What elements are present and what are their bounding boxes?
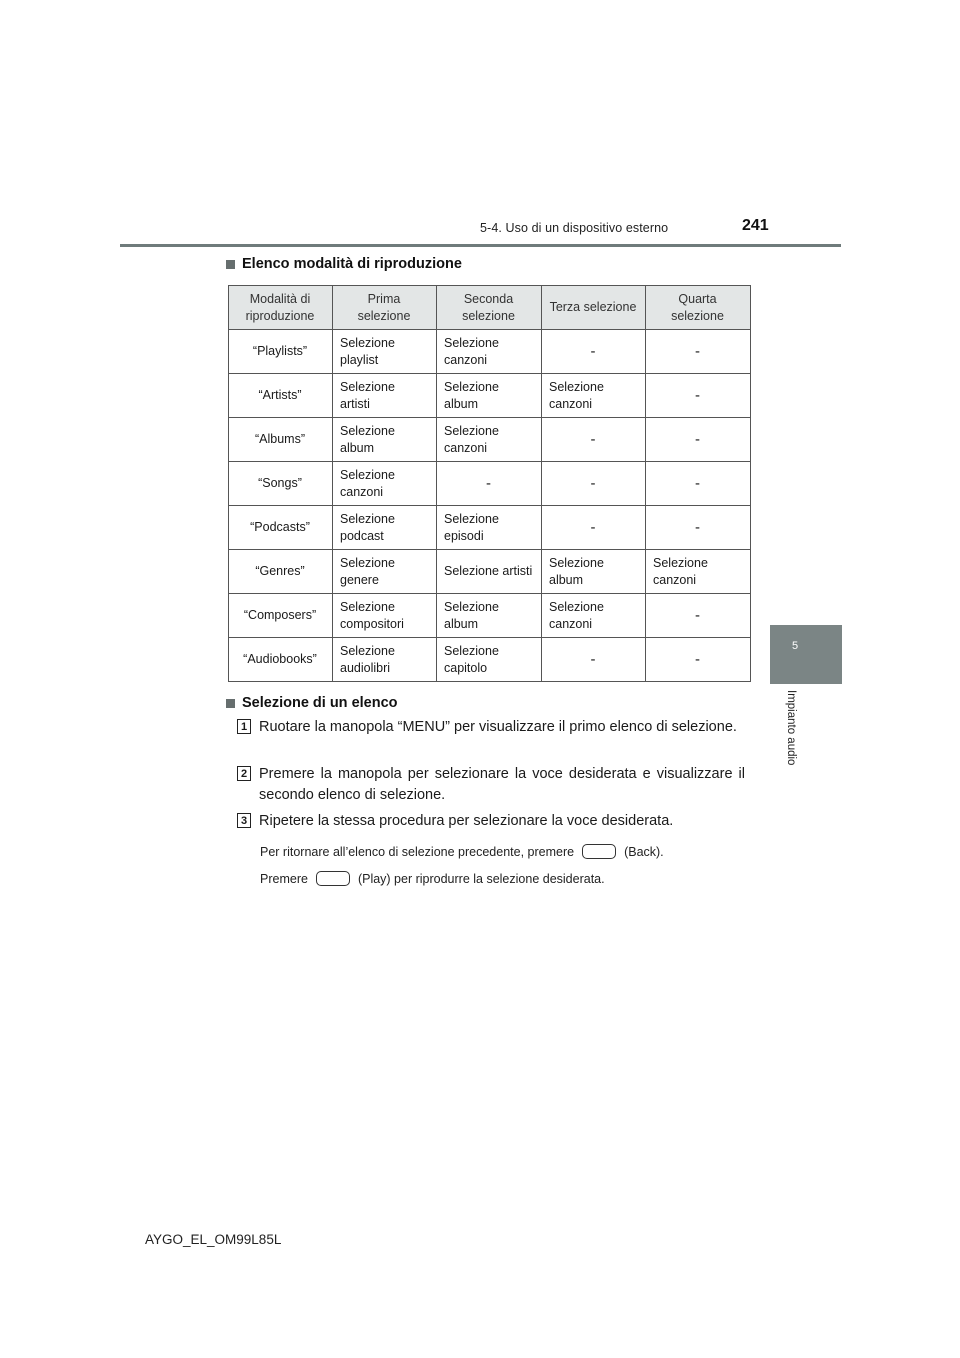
table-cell: Selezione canzoni — [542, 374, 646, 418]
header-section-title: 5-4. Uso di un dispositivo esterno — [480, 221, 669, 235]
table-cell: - — [646, 594, 751, 638]
note-text: Premere — [260, 871, 308, 886]
table-cell: - — [646, 638, 751, 682]
table-cell: - — [646, 418, 751, 462]
step-text: Premere la manopola per selezionare la voce desiderata e visualizzare il secondo elenco di selezione. — [259, 766, 745, 803]
table-cell: - — [646, 462, 751, 506]
table-cell: Selezione capitolo — [437, 638, 542, 682]
table-cell: - — [542, 330, 646, 374]
play-button-icon — [316, 871, 350, 886]
table-cell: - — [542, 418, 646, 462]
table-cell: - — [437, 462, 542, 506]
step-number-box: 1 — [237, 719, 251, 734]
table-row — [229, 594, 751, 638]
table-cell: Selezione canzoni — [333, 462, 437, 506]
table-cell: Selezione genere — [333, 550, 437, 594]
table-cell: Selezione compositori — [333, 594, 437, 638]
table-row — [229, 550, 751, 594]
table-cell: Selezione audiolibri — [333, 638, 437, 682]
step-number-box: 3 — [237, 813, 251, 828]
table-cell: “Composers” — [229, 594, 333, 638]
table-cell: Selezione episodi — [437, 506, 542, 550]
table-cell: Selezione canzoni — [542, 594, 646, 638]
table-cell: - — [542, 506, 646, 550]
step-number-box: 2 — [237, 766, 251, 781]
table-row — [229, 418, 751, 462]
table-cell: - — [646, 330, 751, 374]
playback-modes-table — [228, 285, 751, 682]
note-play — [260, 871, 605, 886]
step-text: Ruotare la manopola “MENU” per visualizzare il primo elenco di selezione. — [259, 719, 737, 735]
table-cell: - — [542, 462, 646, 506]
chapter-label-container — [785, 690, 805, 800]
table-cell: “Artists” — [229, 374, 333, 418]
step-3 — [237, 811, 745, 832]
step-1 — [237, 717, 745, 738]
table-header-row — [229, 286, 751, 330]
column-header: Modalità di riproduzione — [229, 286, 333, 330]
table-cell: - — [542, 638, 646, 682]
section-title: Elenco modalità di riproduzione — [242, 256, 462, 272]
table-cell: Selezione artisti — [437, 550, 542, 594]
table-cell: “Podcasts” — [229, 506, 333, 550]
column-header: Prima selezione — [333, 286, 437, 330]
table-cell: Selezione playlist — [333, 330, 437, 374]
square-bullet-icon — [226, 699, 235, 708]
table-cell: “Playlists” — [229, 330, 333, 374]
table-cell: “Audiobooks” — [229, 638, 333, 682]
column-header: Terza selezione — [542, 286, 646, 330]
table-cell: Selezione artisti — [333, 374, 437, 418]
step-2 — [237, 764, 745, 806]
note-text: (Play) per riprodurre la selezione desiderata. — [357, 871, 605, 886]
table-cell: Selezione album — [542, 550, 646, 594]
note-back — [260, 844, 664, 859]
page-number: 241 — [742, 217, 769, 234]
table-cell: “Songs” — [229, 462, 333, 506]
table-row — [229, 374, 751, 418]
table-cell: Selezione canzoni — [646, 550, 751, 594]
table-cell: Selezione podcast — [333, 506, 437, 550]
section-heading-list-selection — [226, 695, 398, 711]
table-row — [229, 638, 751, 682]
note-text: Per ritornare all’elenco di selezione precedente, premere — [260, 844, 575, 859]
note-text: (Back). — [624, 844, 664, 859]
table-cell: Selezione canzoni — [437, 418, 542, 462]
table-cell: Selezione album — [437, 594, 542, 638]
table-cell: Selezione album — [437, 374, 542, 418]
section-heading-playback-modes — [226, 256, 462, 272]
column-header: Seconda selezione — [437, 286, 542, 330]
table-row — [229, 462, 751, 506]
column-header: Quarta selezione — [646, 286, 751, 330]
table-cell: “Albums” — [229, 418, 333, 462]
square-bullet-icon — [226, 260, 235, 269]
section-title: Selezione di un elenco — [242, 695, 398, 711]
footer-document-code: AYGO_EL_OM99L85L — [145, 1232, 282, 1247]
table-cell: “Genres” — [229, 550, 333, 594]
chapter-tab — [770, 625, 842, 684]
back-button-icon — [582, 844, 616, 859]
header-rule — [120, 244, 841, 247]
table-cell: Selezione album — [333, 418, 437, 462]
table-cell: - — [646, 374, 751, 418]
chapter-label: Impianto audio — [785, 690, 797, 766]
table-row — [229, 506, 751, 550]
chapter-number: 5 — [792, 640, 799, 652]
table-cell: Selezione canzoni — [437, 330, 542, 374]
table-row — [229, 330, 751, 374]
step-text: Ripetere la stessa procedura per selezionare la voce desiderata. — [259, 813, 674, 829]
table-cell: - — [646, 506, 751, 550]
